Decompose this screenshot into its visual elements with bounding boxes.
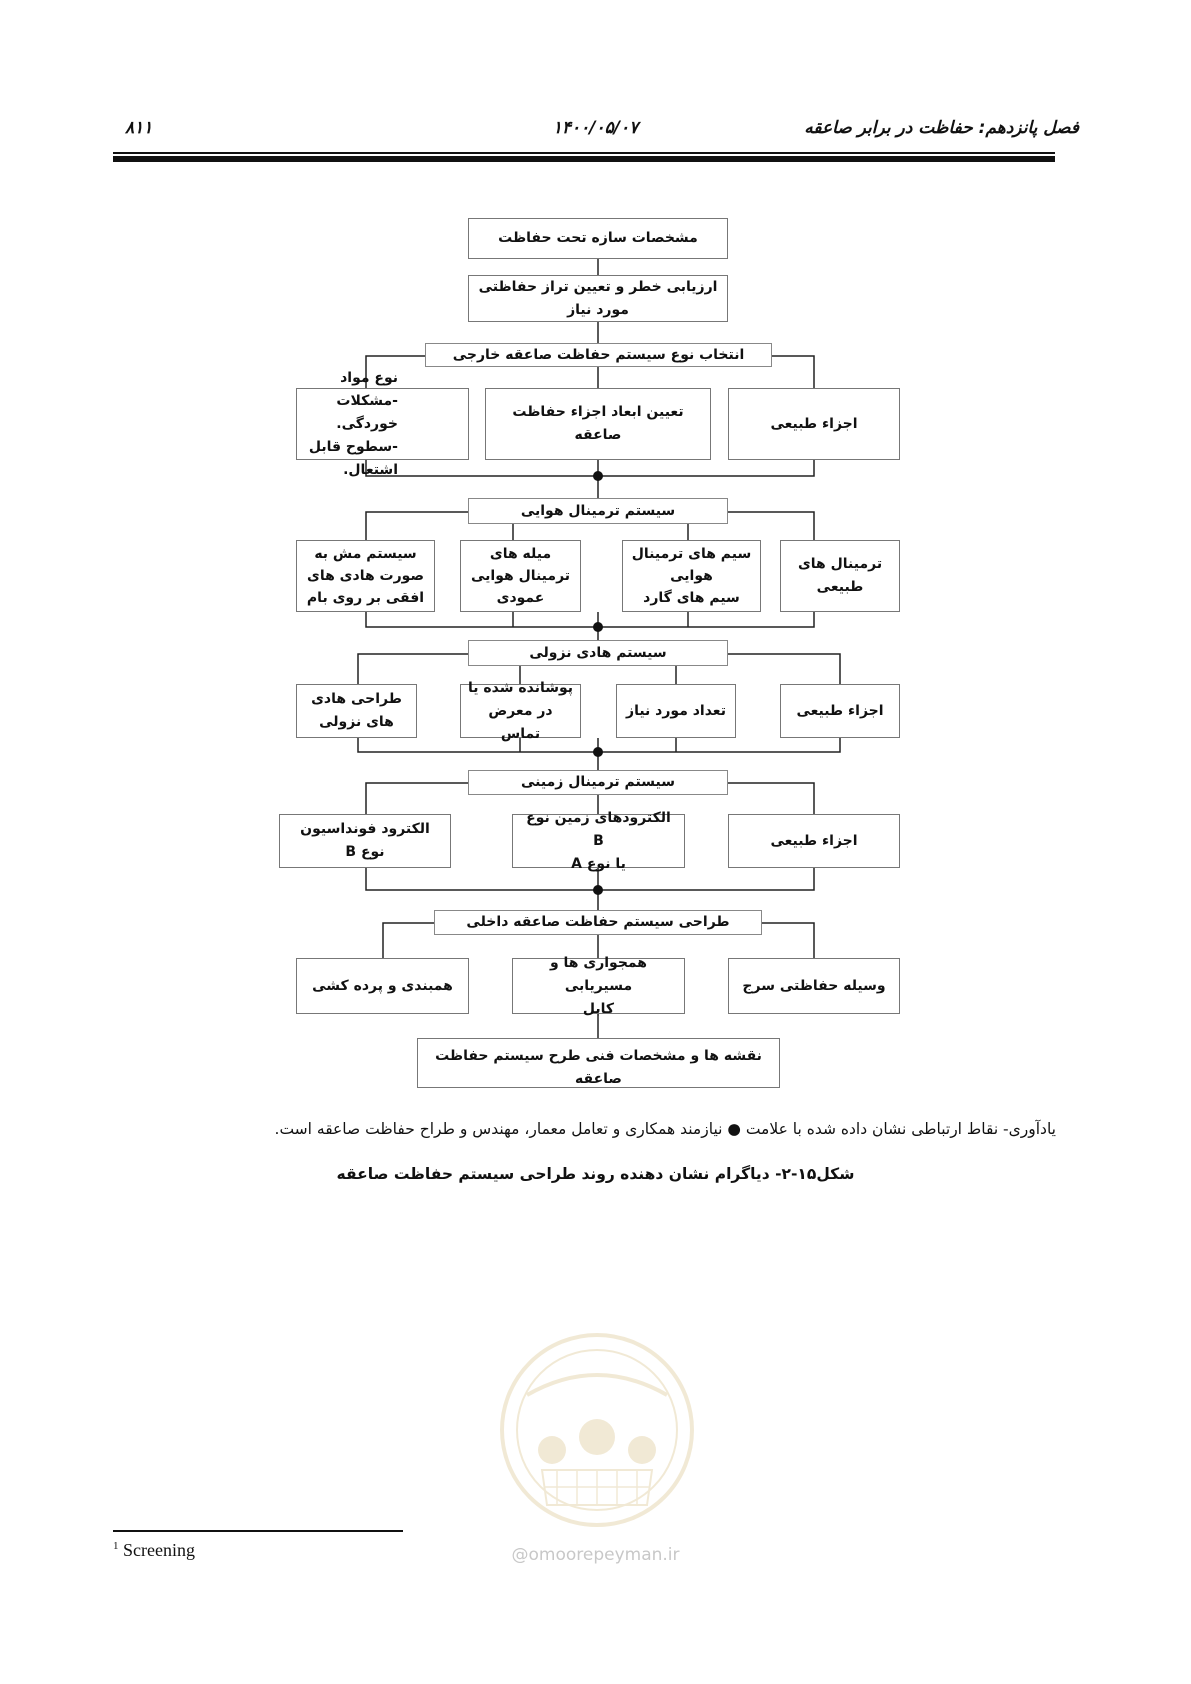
connection-points-note: یادآوری- نقاط ارتباطی نشان داده شده با علامت ● نیازمند همکاری و تعامل معمار، مهندس و طراح حفاظت صاعقه است. bbox=[274, 1120, 1056, 1138]
footnote-text: Screening bbox=[123, 1540, 195, 1560]
down-conductor-label: سیستم هادی نزولی bbox=[468, 640, 728, 666]
page-number: ۸۱۱ bbox=[125, 118, 153, 138]
document-date: ۱۴۰۰/۰۵/۰۷ bbox=[552, 118, 639, 138]
down-count-box: تعداد مورد نیاز bbox=[616, 684, 736, 738]
external-system-label: انتخاب نوع سیستم حفاظت صاعقه خارجی bbox=[425, 343, 772, 367]
down-exposure-box: پوشانده شده یا در معرض تماس bbox=[460, 684, 581, 738]
figure-caption: شکل۱۵-۲- دیاگرام نشان دهنده روند طراحی سیستم حفاظت صاعقه bbox=[336, 1165, 855, 1183]
chapter-title: فصل پانزدهم: حفاظت در برابر صاعقه bbox=[804, 118, 1079, 138]
earth-terminal-label: سیستم ترمینال زمینی bbox=[468, 770, 728, 795]
footnote-rule bbox=[113, 1530, 403, 1532]
air-natural-terminals-box: ترمینال های طبیعی bbox=[780, 540, 900, 612]
internal-cable-routing-box: همجواری ها و مسیریابی کابل bbox=[512, 958, 685, 1014]
air-wires-box: سیم های ترمینال هوایی سیم های گارد bbox=[622, 540, 761, 612]
footnote bbox=[113, 1540, 195, 1561]
external-materials-box: نوع مواد -مشکلات خوردگی. -سطوح قابل اشتعال. bbox=[296, 388, 469, 460]
down-natural-components-box: اجزاء طبیعی bbox=[780, 684, 900, 738]
risk-assessment-box: ارزیابی خطر و تعیین تراز حفاظتی مورد نیاز bbox=[468, 275, 728, 322]
external-natural-components-box: اجزاء طبیعی bbox=[728, 388, 900, 460]
earth-foundation-box: الکترود فونداسیون نوع B bbox=[279, 814, 451, 868]
air-terminal-label: سیستم ترمینال هوایی bbox=[468, 498, 728, 524]
air-rods-box: میله های ترمینال هوایی عمودی bbox=[460, 540, 581, 612]
internal-surge-device-box: وسیله حفاظتی سرج bbox=[728, 958, 900, 1014]
omoorepeyman-logo bbox=[487, 1325, 707, 1560]
down-design-box: طراحی هادی های نزولی bbox=[296, 684, 417, 738]
earth-electrodes-box: الکترودهای زمین نوع B یا نوع A bbox=[512, 814, 685, 868]
watermark-text: @omoorepeyman.ir bbox=[511, 1545, 680, 1565]
final-drawings-box: نقشه ها و مشخصات فنی طرح سیستم حفاظت صاعقه bbox=[417, 1038, 780, 1088]
internal-system-label: طراحی سیستم حفاظت صاعقه داخلی bbox=[434, 910, 762, 935]
footnote-marker: 1 bbox=[113, 1540, 119, 1552]
external-dimensioning-box: تعیین ابعاد اجزاء حفاظت صاعقه bbox=[485, 388, 711, 460]
air-mesh-box: سیستم مش به صورت هادی های افقی بر روی بام bbox=[296, 540, 435, 612]
earth-natural-components-box: اجزاء طبیعی bbox=[728, 814, 900, 868]
structure-spec-box: مشخصات سازه تحت حفاظت bbox=[468, 218, 728, 259]
internal-bonding-box: همبندی و پرده کشی bbox=[296, 958, 469, 1014]
